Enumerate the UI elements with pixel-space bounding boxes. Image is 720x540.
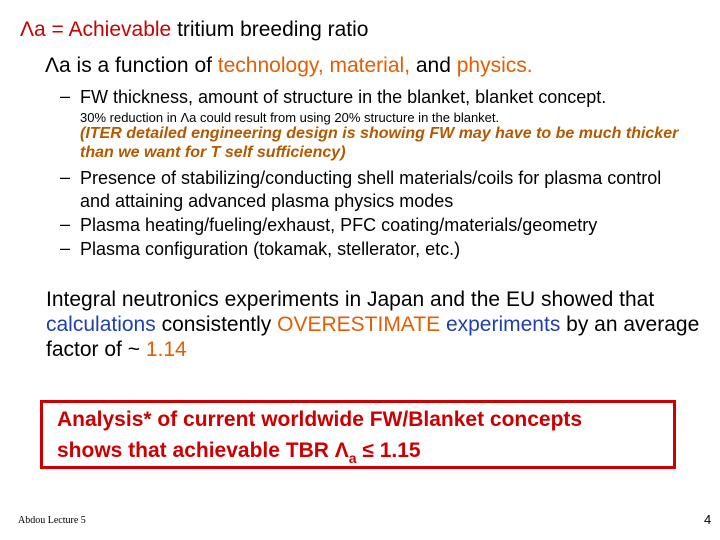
subtitle-sep: and — [410, 54, 457, 77]
conclusion-line-1: Analysis* of current worldwide FW/Blanket concepts — [57, 408, 583, 431]
title-equals: = — [45, 18, 69, 41]
note-italic: (ITER detailed engineering design is showing FW may have to be much thicker than we want for T self sufficiency) — [80, 125, 679, 161]
title-rest: tritium breeding ratio — [171, 18, 369, 41]
bullet-dash: – — [60, 238, 71, 258]
integral-overestimate: OVERESTIMATE — [277, 313, 441, 336]
subtitle-physics: physics. — [456, 54, 533, 77]
conclusion-box — [40, 400, 676, 469]
bullet-dash: – — [60, 214, 71, 234]
page-number: 4 — [704, 512, 712, 527]
bullet-text: FW thickness, amount of structure in the blanket, blanket concept. — [80, 87, 607, 107]
subtitle-material: material, — [329, 54, 411, 77]
conclusion-line-2 — [57, 439, 421, 466]
note-small: 30% reduction in Λa could result from using 20% structure in the blanket. — [80, 110, 500, 125]
title-symbol: Λa — [20, 18, 46, 41]
subtitle — [45, 54, 533, 78]
conclusion-text: shows that achievable TBR Λ — [57, 439, 349, 462]
integral-experiments: experiments — [445, 313, 561, 336]
title-highlight: Achievable — [68, 18, 172, 41]
footer-label: Abdou Lecture 5 — [18, 515, 86, 526]
bullet-dash: – — [60, 167, 71, 187]
integral-factor: 1.14 — [145, 338, 187, 361]
integral-text: Integral neutronics experiments in Japan and the EU showed that — [46, 288, 655, 311]
bullet-text: Plasma configuration (tokamak, stellerator, etc.) — [80, 239, 461, 259]
integral-text: by an average factor of ~ — [46, 313, 700, 361]
integral-paragraph — [46, 287, 706, 362]
bullet-text: Plasma heating/fueling/exhaust, PFC coating/materials/geometry — [80, 215, 598, 235]
slide-title — [20, 18, 369, 42]
subtitle-technology: technology, — [217, 54, 324, 77]
bullet-dash: – — [60, 86, 71, 106]
conclusion-subscript: a — [348, 450, 357, 466]
subtitle-lead: Λa is a function of — [45, 54, 218, 77]
bullet-text: Presence of stabilizing/conducting shell materials/coils for plasma control and attaining advanced plasma physics modes — [80, 168, 662, 211]
integral-text: consistently — [155, 313, 278, 336]
conclusion-value: ≤ 1.15 — [356, 439, 421, 462]
integral-calculations: calculations — [46, 313, 156, 336]
